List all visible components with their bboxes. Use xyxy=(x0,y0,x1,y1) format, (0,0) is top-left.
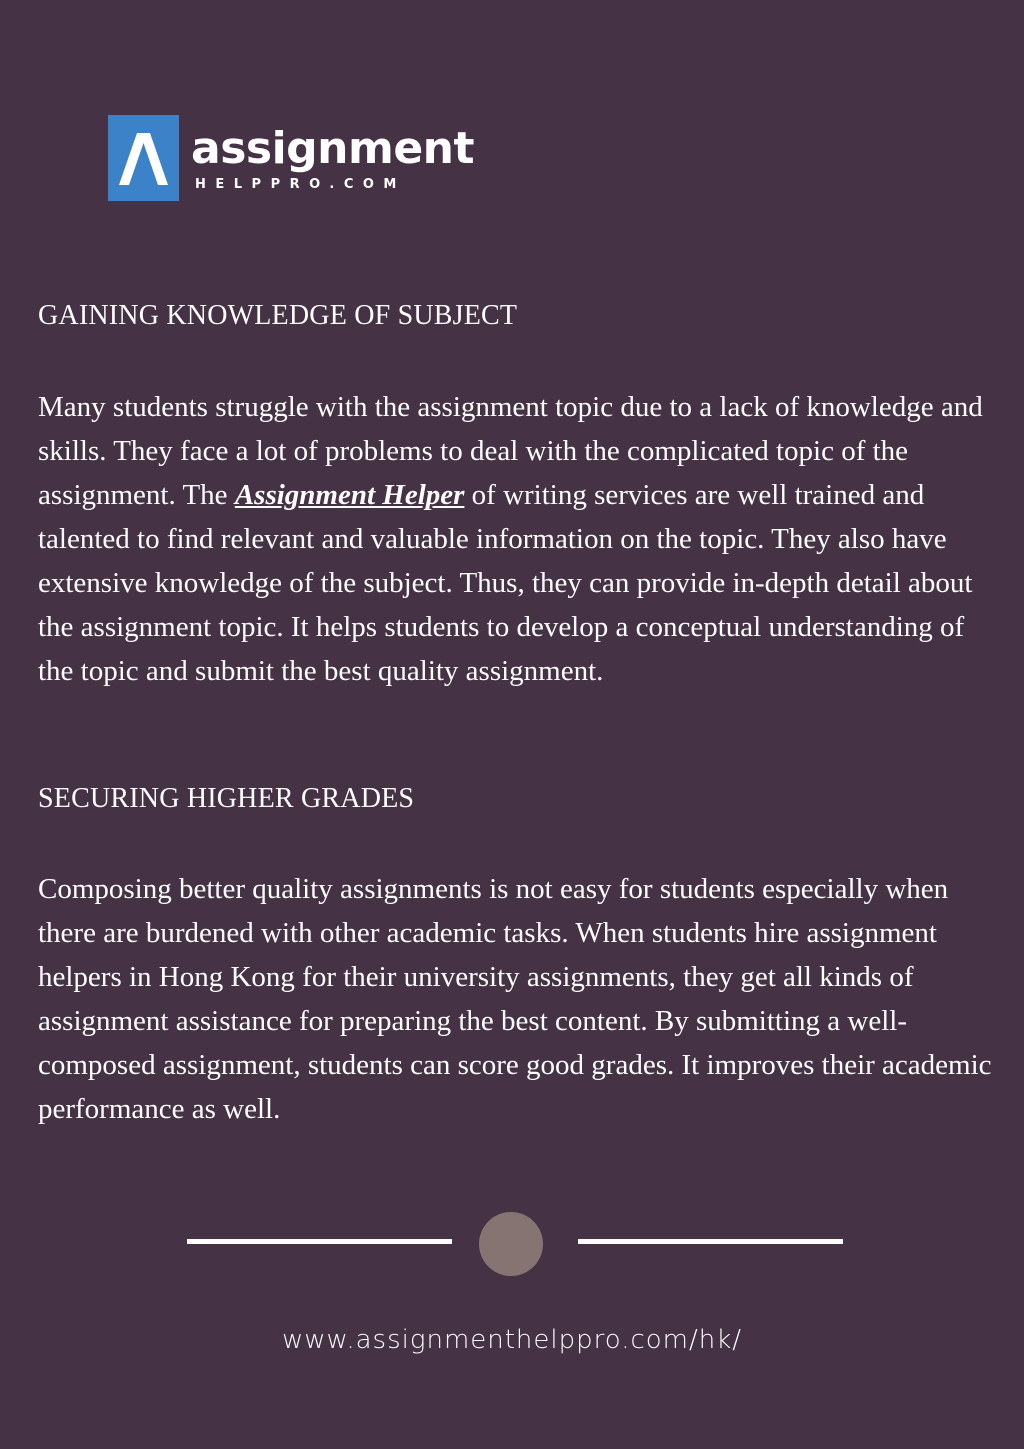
divider-dot xyxy=(479,1212,543,1276)
divider-line-left xyxy=(187,1239,452,1244)
paragraph-text: Many students struggle with the assignment topic due to a lack of knowledge and skills. They face a lot of problems to deal with the complicated topic of the assignment. The xyxy=(38,391,983,511)
brand-logo xyxy=(108,115,474,201)
section-heading-grades: SECURING HIGHER GRADES xyxy=(38,783,415,814)
paragraph-text: of writing services are well trained and talented to find relevant and valuable information on the topic. They also have extensive knowledge of the subject. Thus, they can provide in-depth detail about the assignment topic. It helps students to develop a conceptual understanding of the topic and submit the best quality assignment. xyxy=(38,479,973,687)
logo-wordmark: assignment xyxy=(191,122,475,174)
assignment-helper-link[interactable]: Assignment Helper xyxy=(234,479,465,511)
section-paragraph-grades: Composing better quality assignments is not easy for students especially when there are burdened with other academic tasks. When students hire assignment helpers in Hong Kong for their university assignments, they get all kinds of assignment assistance for preparing the best content. By submitting a well-composed assignment, students can score good grades. It improves their academic performance as well. xyxy=(38,873,992,1125)
logo-a-mark-icon xyxy=(108,115,179,201)
divider-line-right xyxy=(578,1239,843,1244)
section-paragraph-knowledge xyxy=(38,385,998,693)
section-heading-knowledge: GAINING KNOWLEDGE OF SUBJECT xyxy=(38,300,518,331)
footer-url[interactable]: www.assignmenthelppro.com/hk/ xyxy=(281,1325,743,1355)
logo-subtitle: HELPPRO.COM xyxy=(195,176,406,192)
